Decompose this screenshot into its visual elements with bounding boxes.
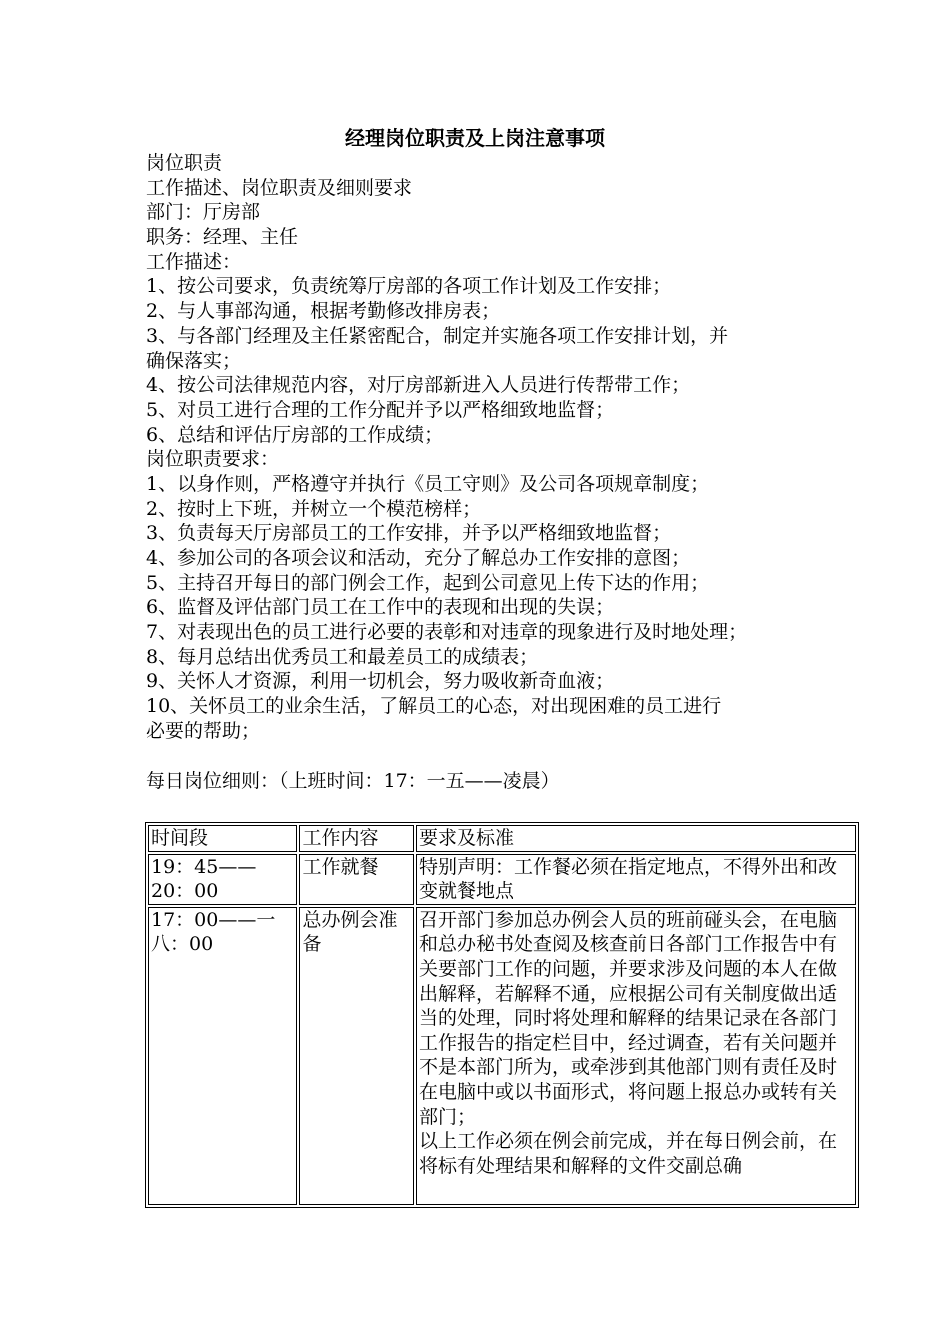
cell-time: 19：45——20：00 xyxy=(148,854,297,905)
duty-requirements-heading: 岗位职责要求： xyxy=(146,448,280,471)
duty-requirement-item: 3、负责每天厅房部员工的工作安排，并予以严格细致地监督； xyxy=(146,522,672,545)
spacer xyxy=(146,744,826,769)
cell-time: 17：00——一八：00 xyxy=(148,907,297,1205)
header-line: 工作描述、岗位职责及细则要求 xyxy=(146,176,413,199)
column-header-content: 工作内容 xyxy=(299,825,414,852)
header-line: 岗位职责 xyxy=(146,152,223,174)
cell-content: 总办例会准备 xyxy=(299,907,414,1205)
work-description-heading: 工作描述： xyxy=(146,250,242,273)
duty-requirement-item: 1、以身作则，严格遵守并执行《员工守则》及公司各项规章制度； xyxy=(146,472,710,495)
duty-requirement-item: 5、主持召开每日的部门例会工作，起到公司意见上传下达的作用； xyxy=(146,571,710,594)
work-description-item: 确保落实； xyxy=(146,349,242,372)
work-description-item: 5、对员工进行合理的工作分配并予以严格细致地监督； xyxy=(146,398,615,421)
duty-requirement-item: 2、按时上下班，并树立一个模范榜样； xyxy=(146,497,482,520)
work-description-item: 3、与各部门经理及主任紧密配合，制定并实施各项工作安排计划，并 xyxy=(146,324,729,347)
cell-content: 工作就餐 xyxy=(299,854,414,905)
schedule-heading: 每日岗位细则：（上班时间：17：一五——凌晨） xyxy=(146,770,560,793)
duty-requirement-item: 8、每月总结出优秀员工和最差员工的成绩表； xyxy=(146,645,539,668)
requirement-paragraph: 召开部门参加总办例会人员的班前碰头会，在电脑和总办秘书处查阅及核查前日各部门工作报告中有关要部门工作的问题，并要求涉及问题的本人在做出解释，若解释不通，应根据公司有关制度做出适当的处理，同时将处理和解释的结果记录在各部门工作报告的指定栏目中，经过调查，若有关问题并不是本部门所为，或牵涉到其他部门则有责任及时在电脑中或以书面形式，将问题上报总办或转有关部门； xyxy=(419,908,838,1128)
requirement-text-block xyxy=(419,908,853,1204)
table-row xyxy=(148,854,856,905)
page-title: 经理岗位职责及上岗注意事项 xyxy=(345,126,605,150)
daily-schedule-table xyxy=(145,822,859,1208)
work-description-item: 1、按公司要求，负责统筹厅房部的各项工作计划及工作安排； xyxy=(146,275,672,298)
duty-requirement-item: 6、监督及评估部门员工在工作中的表现和出现的失误； xyxy=(146,596,615,619)
column-header-time: 时间段 xyxy=(148,825,297,852)
column-header-requirement: 要求及标准 xyxy=(416,825,856,852)
duty-requirement-item: 9、关怀人才资源，利用一切机会，努力吸收新奇血液； xyxy=(146,670,615,693)
document-body xyxy=(146,151,826,794)
duty-requirement-item: 7、对表现出色的员工进行必要的表彰和对违章的现象进行及时地处理； xyxy=(146,621,748,644)
work-description-item: 4、按公司法律规范内容，对厅房部新进入人员进行传帮带工作； xyxy=(146,374,691,397)
work-description-item: 6、总结和评估厅房部的工作成绩； xyxy=(146,423,444,446)
cell-requirement: 特别声明：工作餐必须在指定地点，不得外出和改变就餐地点 xyxy=(416,854,856,905)
duty-requirement-item: 4、参加公司的各项会议和活动，充分了解总办工作安排的意图； xyxy=(146,547,691,569)
work-description-item: 2、与人事部沟通，根据考勤修改排房表； xyxy=(146,300,501,323)
position-line: 职务：经理、主任 xyxy=(146,226,299,249)
department-line: 部门：厅房部 xyxy=(146,201,261,224)
requirement-paragraph: 以上工作必须在例会前完成，并在每日例会前，在将标有处理结果和解释的文件交副总确 xyxy=(419,1130,838,1177)
table-row xyxy=(148,907,856,1205)
duty-requirement-item: 必要的帮助； xyxy=(146,719,261,742)
table-header-row xyxy=(148,825,856,852)
duty-requirement-item: 10、关怀员工的业余生活，了解员工的心态，对出现困难的员工进行 xyxy=(146,695,722,718)
cell-requirement xyxy=(416,907,856,1205)
